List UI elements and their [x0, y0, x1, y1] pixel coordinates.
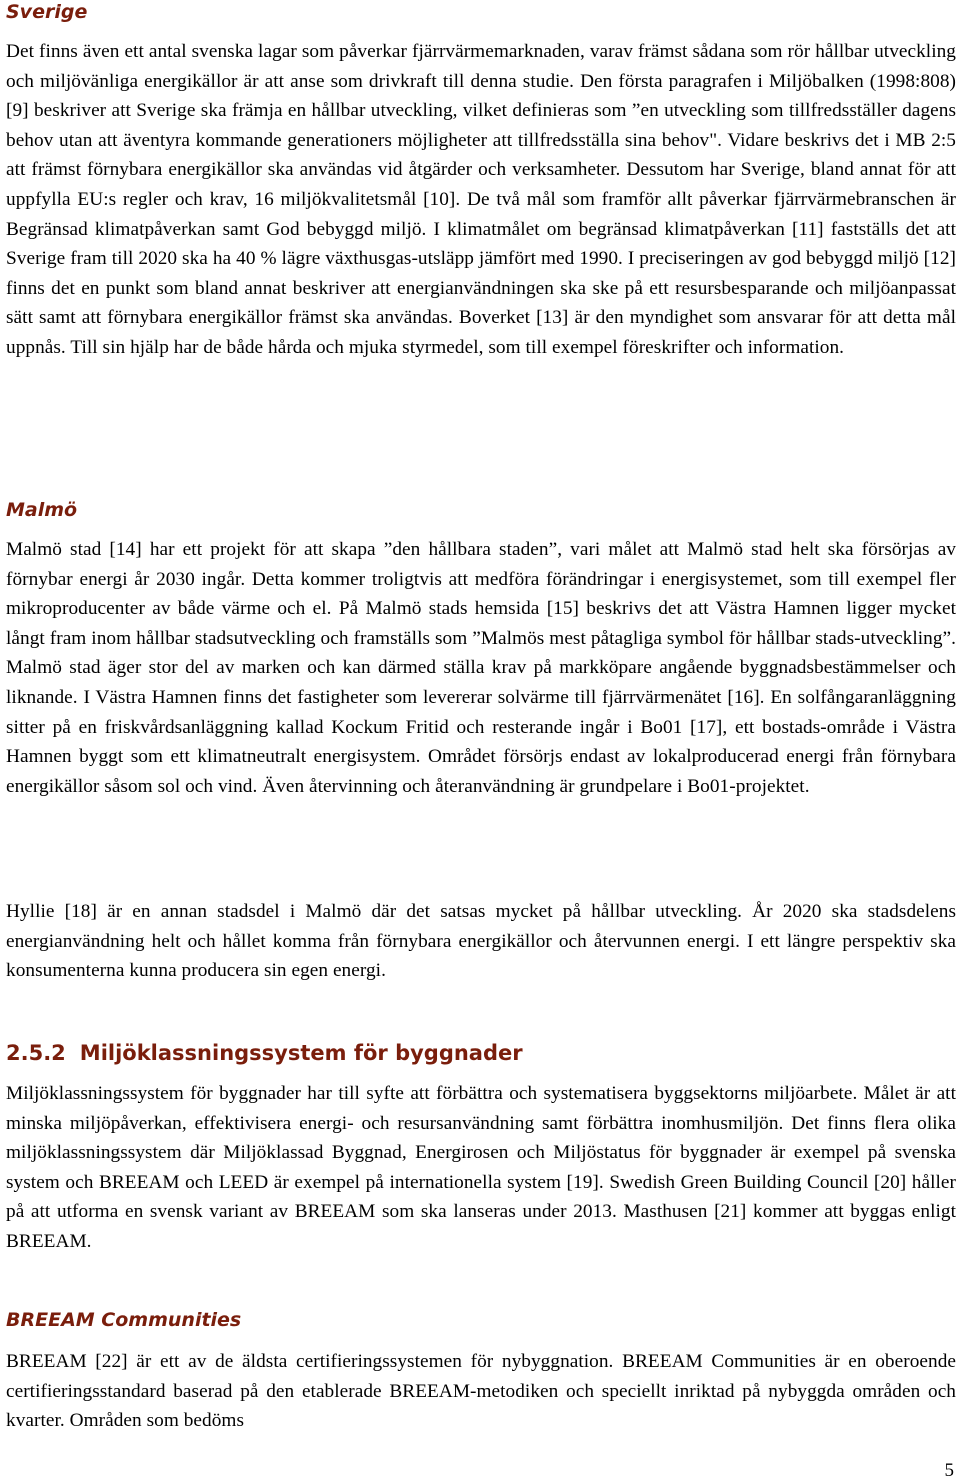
section-title: Miljöklassningssystem för byggnader [79, 1041, 523, 1065]
section-heading-miljoklassning [6, 1040, 523, 1066]
heading-malmo: Malmö [6, 499, 78, 521]
paragraph-malmo: Malmö stad [14] har ett projekt för att skapa ”den hållbara staden”, vari målet att Malmö stad helt ska försörjas av förnybar energi år 2030 ingår. Detta kommer troligtvis att medföra förändringar i energisystemet, som till exempel fler mikroproducenter av både värme och el. På Malmö stads hemsida [15] beskrivs det att Västra Hamnen ligger mycket långt fram inom hållbar stadsutveckling och framställs som ”Malmös mest påtagliga symbol för hållbar stads-utveckling”. Malmö stad äger stor del av marken och kan därmed ställa krav på markköpare angående byggnadsbestämmelser och liknande. I Västra Hamnen finns det fastigheter som levererar solvärme till fjärrvärmenätet [16]. En solfångaranläggning sitter på en friskvårdsanläggning kallad Kockum Fritid och resterande ingår i Bo01 [17], ett bostads-område i Västra Hamnen byggt som ett klimatneutralt energisystem. Området försörjs endast av lokalproducerad energi från förnybara energikällor såsom sol och vind. Även återvinning och återanvändning är grundpelare i Bo01-projektet. [6, 539, 956, 797]
section-number: 2.5.2 [6, 1041, 66, 1065]
heading-sverige: Sverige [6, 1, 88, 23]
paragraph-breeam: BREEAM [22] är ett av de äldsta certifieringssystemen för nybyggnation. BREEAM Communities är en oberoende certifieringsstandard baserad på den etablerade BREEAM-metodiken och speciellt inriktad på nybyggda områden och kvarter. Områden som bedöms [6, 1351, 956, 1432]
paragraph-miljoklassning: Miljöklassningssystem för byggnader har till syfte att förbättra och systematisera byggsektorns miljöarbete. Målet är att minska miljöpåverkan, effektivisera energi- och resursanvändning samt förbättra inomhusmiljön. Det finns flera olika miljöklassningssystem där Miljöklassad Byggnad, Energirosen och Miljöstatus för byggnader är exempel på svenska system och BREEAM och LEED är exempel på internationella system [19]. Swedish Green Building Council [20] håller på att utforma en svensk variant av BREEAM som ska lanseras under 2013. Masthusen [21] kommer att byggas enligt BREEAM. [6, 1083, 956, 1252]
paragraph-sverige: Det finns även ett antal svenska lagar som påverkar fjärrvärmemarknaden, varav främst sådana som rör hållbar utveckling och miljövänliga energikällor är att anse som drivkraft till denna studie. Den första paragrafen i Miljöbalken (1998:808) [9] beskriver att Sverige ska främja en hållbar utveckling, vilket definieras som ”en utveckling som tillfredsställer dagens behov utan att äventyra kommande generationers möjligheter att tillfredsställa sina behov". Vidare beskrivs det i MB 2:5 att främst förnybara energikällor ska användas vid åtgärder och verksamheter. Dessutom har Sverige, bland annat för att uppfylla EU:s regler och krav, 16 miljökvalitetsmål [10]. De två mål som framför allt påverkar fjärrvärmebranschen är Begränsad klimatpåverkan samt God bebyggd miljö. I klimatmålet om begränsad klimatpåverkan [11] fastställs det att Sverige fram till 2020 ska ha 40 % lägre växthusgas-utsläpp jämfört med 1990. I preciseringen av god bebyggd miljö [12] finns det en punkt som bland annat beskriver att energianvändningen ska ske på ett resursbesparande och miljöanpassat sätt samt att förnybara energikällor främst ska användas. Boverket [13] är den myndighet som ansvarar för att detta mål uppnås. Till sin hjälp har de både hårda och mjuka styrmedel, som till exempel föreskrifter och information. [6, 41, 956, 358]
paragraph-hyllie: Hyllie [18] är en annan stadsdel i Malmö där det satsas mycket på hållbar utveckling. År 2020 ska stadsdelens energianvändning helt och hållet komma från förnybara energikällor och återvunnen energi. I ett längre perspektiv ska konsumenterna kunna producera sin egen energi. [6, 901, 956, 982]
heading-breeam-communities: BREEAM Communities [6, 1309, 242, 1331]
page-number: 5 [944, 1460, 954, 1481]
